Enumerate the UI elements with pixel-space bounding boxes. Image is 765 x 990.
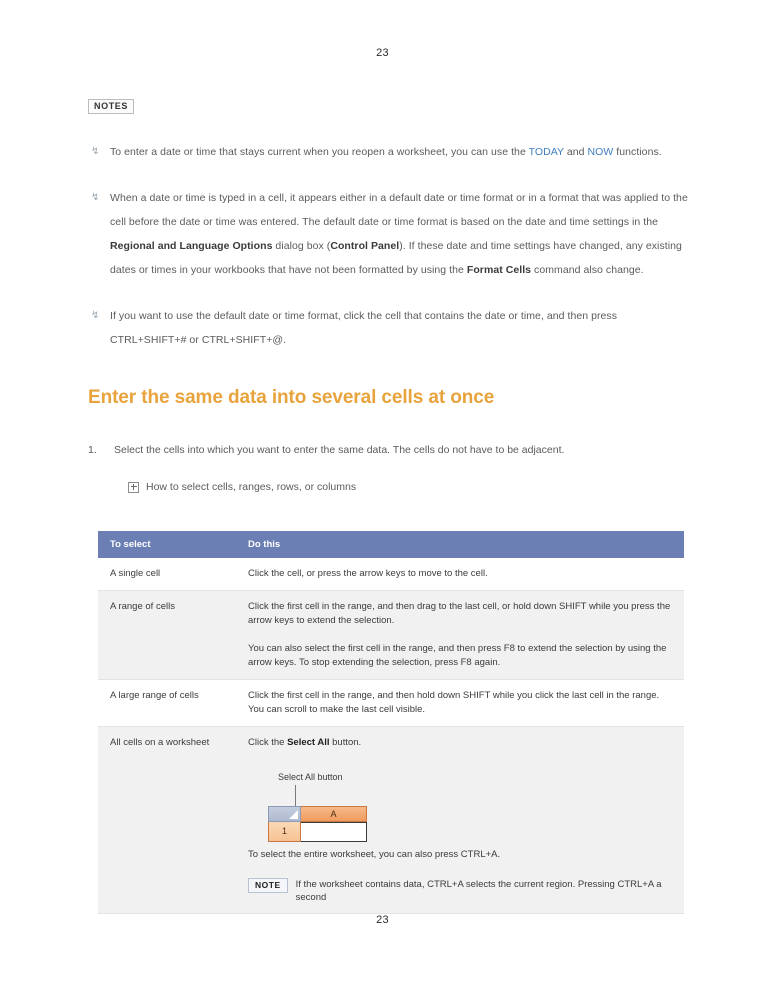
step-item-1 [88, 442, 688, 458]
bullet-arrow-icon: ↯ [91, 192, 100, 203]
selection-methods-table [98, 531, 684, 914]
bullet-arrow-icon: ↯ [91, 146, 100, 157]
table-row [98, 591, 684, 680]
note-text: If the worksheet contains data, CTRL+A selects the current region. Pressing CTRL+A a second [295, 879, 662, 903]
notes-bullet-list [88, 140, 688, 352]
cell-do-this [236, 727, 684, 914]
cell-to-select: A single cell [98, 558, 236, 591]
grid-header-row [268, 806, 367, 822]
note-text: To enter a date or time that stays current when you reopen a worksheet, you can use the TODAY and NOW functions. [110, 146, 662, 158]
notes-badge: NOTES [88, 99, 134, 114]
page-number-bottom: 23 [376, 914, 389, 926]
function-link[interactable]: TODAY [528, 146, 564, 158]
note-text: When a date or time is typed in a cell, it appears either in a default date or time format or in a format that was applied to the cell before the date or time was entered. The default date or time format is based on the date and time settings in the Regional and Language Options dialog box (Control Panel). If these date and time settings have changed, any existing dates or times in your workbooks that have not been formatted by using the Format Cells command also change. [110, 192, 688, 276]
cell-do-this [236, 680, 684, 727]
step-text: Select the cells into which you want to enter the same data. The cells do not have to be adjacent. [114, 444, 565, 456]
grid-data-row [268, 822, 367, 842]
plus-box-icon[interactable] [128, 482, 139, 493]
note-text: If you want to use the default date or time format, click the cell that contains the date or time, and then press CTRL+SHIFT+# or CTRL+SHIFT+@. [110, 310, 618, 346]
emphasis-text: Select All [287, 737, 330, 748]
page-title: Enter the same data into several cells at once [88, 387, 495, 408]
expander-label: How to select cells, ranges, rows, or columns [146, 481, 357, 493]
emphasis-text: Format Cells [466, 264, 532, 276]
cell-paragraph: Click the first cell in the range, and then hold down SHIFT while you click the last cell in the range. You can scroll to make the last cell visible. [248, 690, 660, 715]
bullet-arrow-icon: ↯ [91, 310, 100, 321]
table-header-row [98, 531, 684, 558]
cell-do-this [236, 558, 684, 591]
column-header-a[interactable]: A [301, 806, 367, 822]
function-link[interactable]: NOW [587, 146, 614, 158]
column-header-to-select: To select [98, 531, 236, 558]
step-number: 1. [88, 444, 97, 456]
table-row [98, 727, 684, 914]
table-row [98, 558, 684, 591]
illustration-callout-label: Select All button [278, 772, 343, 782]
page-content [88, 96, 688, 494]
cell-to-select: All cells on a worksheet [98, 727, 236, 914]
cell-paragraph: Click the cell, or press the arrow keys to move to the cell. [248, 568, 488, 579]
cell-paragraph: Click the Select All button. [248, 737, 362, 748]
note-bullet-item [88, 186, 688, 282]
note-badge: NOTE [248, 878, 288, 893]
emphasis-text: Control Panel [330, 240, 400, 252]
expander-how-to-select[interactable] [128, 480, 688, 494]
cell-do-this [236, 591, 684, 680]
row-header-1[interactable]: 1 [268, 822, 301, 842]
column-header-do-this: Do this [236, 531, 684, 558]
inline-note [248, 878, 674, 904]
note-bullet-item [88, 304, 688, 352]
cell-to-select: A range of cells [98, 591, 236, 680]
cell-paragraph: To select the entire worksheet, you can also press CTRL+A. [248, 849, 501, 860]
cell-paragraph: Click the first cell in the range, and then drag to the last cell, or hold down SHIFT while you press the arrow keys to extend the selection. [248, 601, 671, 626]
table-row [98, 680, 684, 727]
cell-paragraph: You can also select the first cell in the range, and then press F8 to extend the selection by using the arrow keys. To stop extending the selection, press F8 again. [248, 643, 667, 668]
cell-to-select: A large range of cells [98, 680, 236, 727]
worksheet-grid [268, 806, 367, 842]
note-bullet-item [88, 140, 688, 164]
select-all-illustration [248, 770, 448, 848]
worksheet-cell-a1[interactable] [301, 822, 367, 842]
emphasis-text: Regional and Language Options [110, 240, 273, 252]
select-all-button-icon[interactable] [268, 806, 301, 822]
page-number-top: 23 [376, 47, 389, 59]
